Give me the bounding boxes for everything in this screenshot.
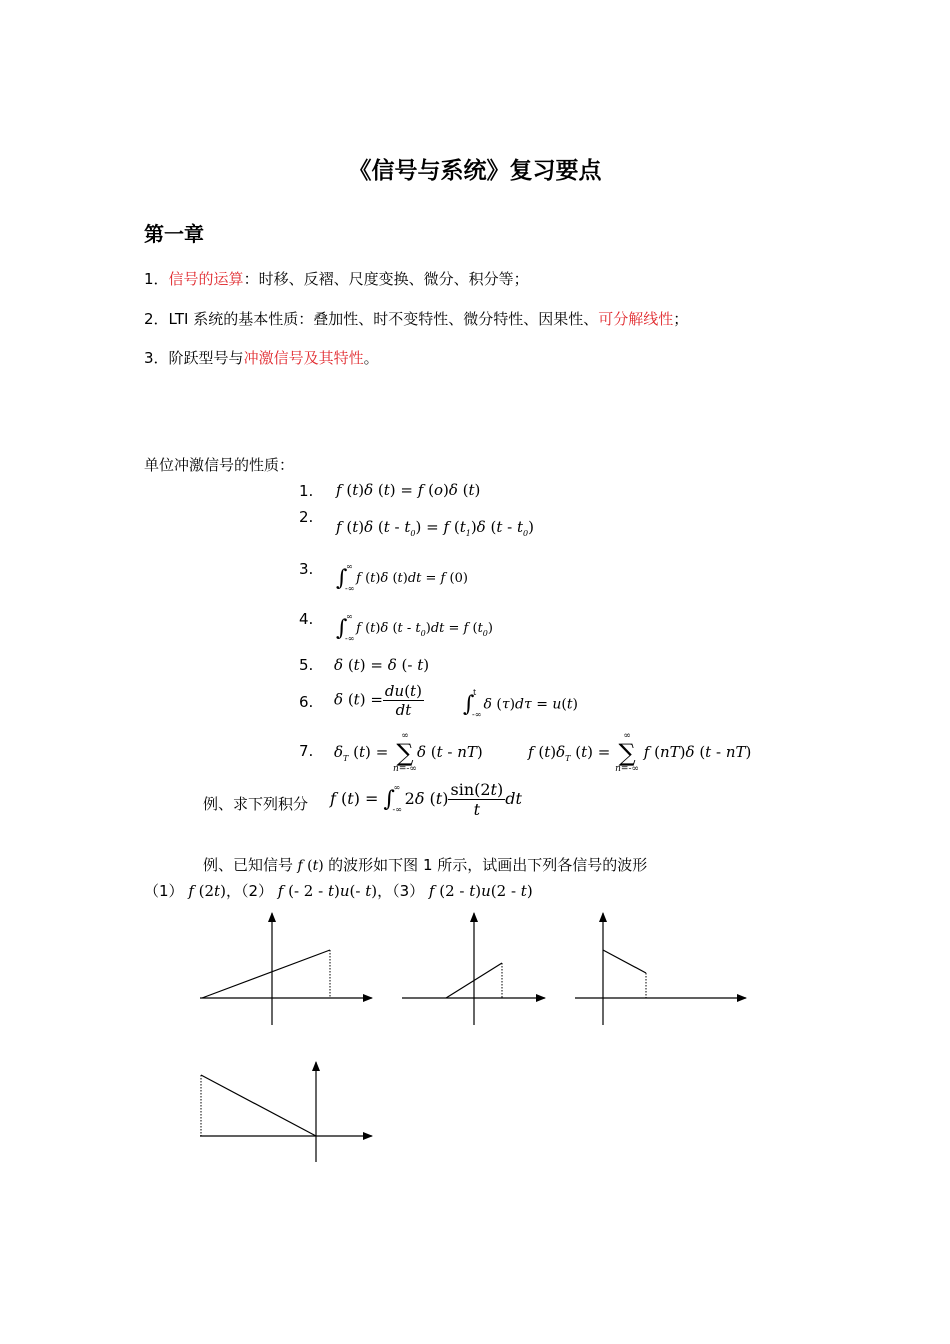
property-number: 1.: [299, 482, 314, 500]
example1-formula: f (t) = ∫ ∞ -∞ 2δ (t) $\frac{\sin(2t)}{t}$ dt: [330, 780, 522, 819]
properties-heading: 单位冲激信号的性质：: [144, 456, 295, 474]
formula-7a: $\delta_T$ (t) = ∞ ∑ n=-∞ δ (t - nT): [334, 731, 483, 774]
highlight-text: 信号的运算: [168, 270, 244, 288]
chapter-heading: 第一章: [144, 222, 204, 246]
formula-4: ∫ ∞ -∞ f (t)δ $(t - t_0)dt = f$ $(t_0)$: [336, 612, 493, 643]
highlight-text: 冲激信号及其特性: [243, 349, 364, 367]
formula-2: f (t)δ $(t - t_0) = f$ $(t_1)\delta$ $(t - t_0)$: [336, 518, 534, 538]
item-text: ：时移、反褶、尺度变换、微分、积分等；: [243, 270, 529, 288]
item-text: 阶跃型号与: [168, 349, 244, 367]
formula-7b: f $(t)\delta_T$ (t) = ∞ ∑ n=-∞ f (nT)δ (t - nT): [528, 731, 752, 774]
figure-1: [200, 913, 372, 1025]
formula-6a: δ (t) = $\frac{du(t)}{dt}$: [334, 682, 422, 719]
example2-label-b: 的波形如下图: [328, 856, 419, 874]
item-text: 。: [363, 349, 379, 367]
item-text: ；: [673, 310, 689, 328]
property-number: 2.: [299, 508, 314, 526]
item-number: 2．: [144, 310, 169, 328]
property-number: 6.: [299, 693, 314, 711]
example2-label-a: 例、已知信号: [203, 856, 294, 874]
item-number: 3．: [144, 349, 169, 367]
part-label: （1）: [144, 882, 184, 900]
property-number: 4.: [299, 610, 314, 628]
figure-4: [200, 1062, 372, 1162]
item-number: 1．: [144, 270, 169, 288]
formula-3: ∫ ∞ -∞ f (t)δ (t)dt = f (0): [336, 562, 468, 593]
figure-number: 1: [422, 856, 433, 874]
part-label: （3）: [392, 882, 425, 900]
formula-1: f (t)δ (t) = f (o)δ (t): [336, 481, 481, 499]
example2-parts: （1） f (2t)，（2） f (- 2 - t)u(- t)，（3） f (2 - t)u(2 - t): [144, 882, 533, 900]
figure-3: [575, 913, 746, 1025]
highlight-text: 可分解线性: [598, 310, 674, 328]
item-text: LTI 系统的基本性质：叠加性、时不变特性、微分特性、因果性、: [168, 310, 599, 328]
example1-label: 例、求下列积分: [203, 795, 309, 813]
property-number: 3.: [299, 560, 314, 578]
example2-label-c: 所示，试画出下列各信号的波形: [437, 856, 648, 874]
formula-5: δ (t) = δ (- t): [334, 656, 430, 674]
property-number: 7.: [299, 742, 314, 760]
property-number: 5.: [299, 656, 314, 674]
page-title: 《信号与系统》复习要点: [348, 158, 602, 184]
formula-6b: ∫ t -∞ δ (τ)dτ = u(t): [463, 688, 578, 719]
part-label: （2）: [240, 882, 273, 900]
figure-2: [402, 913, 545, 1025]
example2-text: 例、已知信号 f (t) 的波形如下图 1 所示，试画出下列各信号的波形: [203, 856, 648, 874]
